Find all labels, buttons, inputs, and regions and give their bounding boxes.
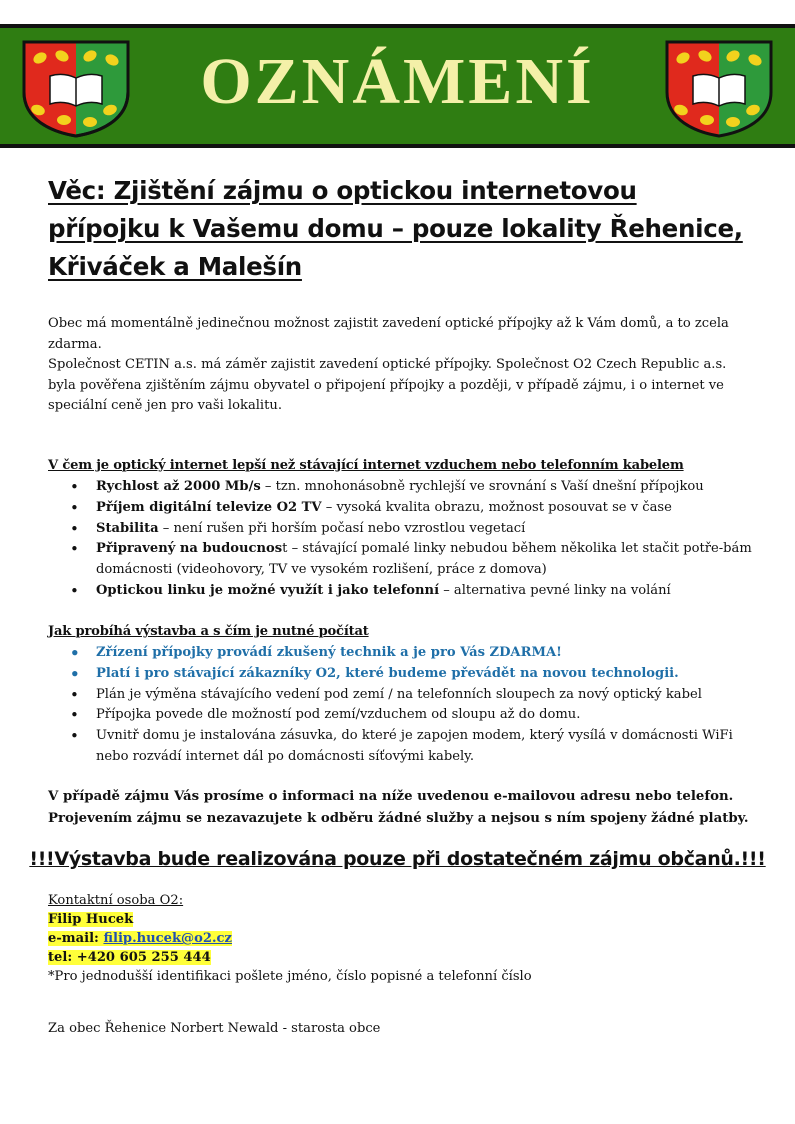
contact-note: *Pro jednodušší identifikaci pošlete jméno, číslo popisné a telefonní číslo [48,969,532,984]
subject-heading: Věc: Zjištění zájmu o optickou internetovou přípojku k Vašemu domu – pouze lokality Řehenice, Křiváček a Malešín [48,176,743,281]
phone-line: tel: +420 605 255 444 [48,950,211,965]
contact-label: Kontaktní osoba O2: [48,893,184,908]
list-item: • Zřízení přípojky provádí zkušený technik a je pro Vás ZDARMA! [48,643,753,664]
coat-of-arms-icon [663,38,775,138]
list-item: • Příjem digitální televize O2 TV – vysoká kvalita obrazu, možnost posouvat se v čase [48,498,753,519]
contact-name: Filip Hucek [48,912,134,927]
list-item: • Optickou linku je možné využít i jako telefonní – alternativa pevné linky na volání [48,581,753,602]
intro-paragraph: Obec má momentálně jedinečnou možnost zajistit zavedení optické přípojky až k Vám domů, a to zcela zdarma. [48,316,729,352]
intro-paragraph: Společnost CETIN a.s. má záměr zajistit zavedení optické přípojky. Společnost O2 Czech Republic a.s. byla pověřena zjištěním zájmu obyvatel o připojení přípojky a později, v případě zájmu, i o internet ve speciální ceně jen pro vaši lokalitu. [48,357,727,413]
email-link[interactable]: filip.hucek@o2.cz [103,931,232,946]
notice-banner: !!!Výstavba bude realizována pouze při dostatečném zájmu občanů.!!! [29,848,766,870]
email-line: e-mail: filip.hucek@o2.cz [48,931,232,946]
signature: Za obec Řehenice Norbert Newald - starosta obce [48,1021,381,1036]
list-item: • Připravený na budoucnost – stávající pomalé linky nebudou během několika let stačit potře-bám domácnosti (videohovory, TV ve vysokém rozlišení, práce z domova) [48,539,753,581]
contact-block [48,891,748,986]
construction-heading: Jak probíhá výstavba a s čím je nutné počítat [48,624,369,639]
list-item: • Rychlost až 2000 Mb/s – tzn. mnohonásobně rychlejší ve srovnání s Vaší dnešní přípojkou [48,477,753,498]
header-banner [0,24,795,148]
benefits-heading: V čem je optický internet lepší než stávající internet vzduchem nebo telefonním kabelem [48,458,684,473]
request-paragraph: V případě zájmu Vás prosíme o informaci na níže uvedenou e-mailovou adresu nebo telefon. Projevením zájmu se nezavazujete k odběru žádné služby a nejsou s ním spojeny žádné platby. [48,789,749,826]
list-item: • Uvnitř domu je instalována zásuvka, do které je zapojen modem, který vysílá v domácnosti WiFi nebo rozvádí internet dál po domácnosti síťovými kabely. [48,726,753,768]
benefits-list [48,477,753,602]
list-item: • Stabilita – není rušen při horším počasí nebo vzrostlou vegetací [48,519,753,540]
construction-list [48,643,753,768]
page-title: OZNÁMENÍ [200,45,595,118]
list-item: • Přípojka povede dle možností pod zemí/vzduchem od sloupu až do domu. [48,705,753,726]
list-item: • Plán je výměna stávajícího vedení pod zemí / na telefonních sloupech za nový optický kabel [48,685,753,706]
list-item: • Platí i pro stávající zákazníky O2, které budeme převádět na novou technologii. [48,664,753,685]
